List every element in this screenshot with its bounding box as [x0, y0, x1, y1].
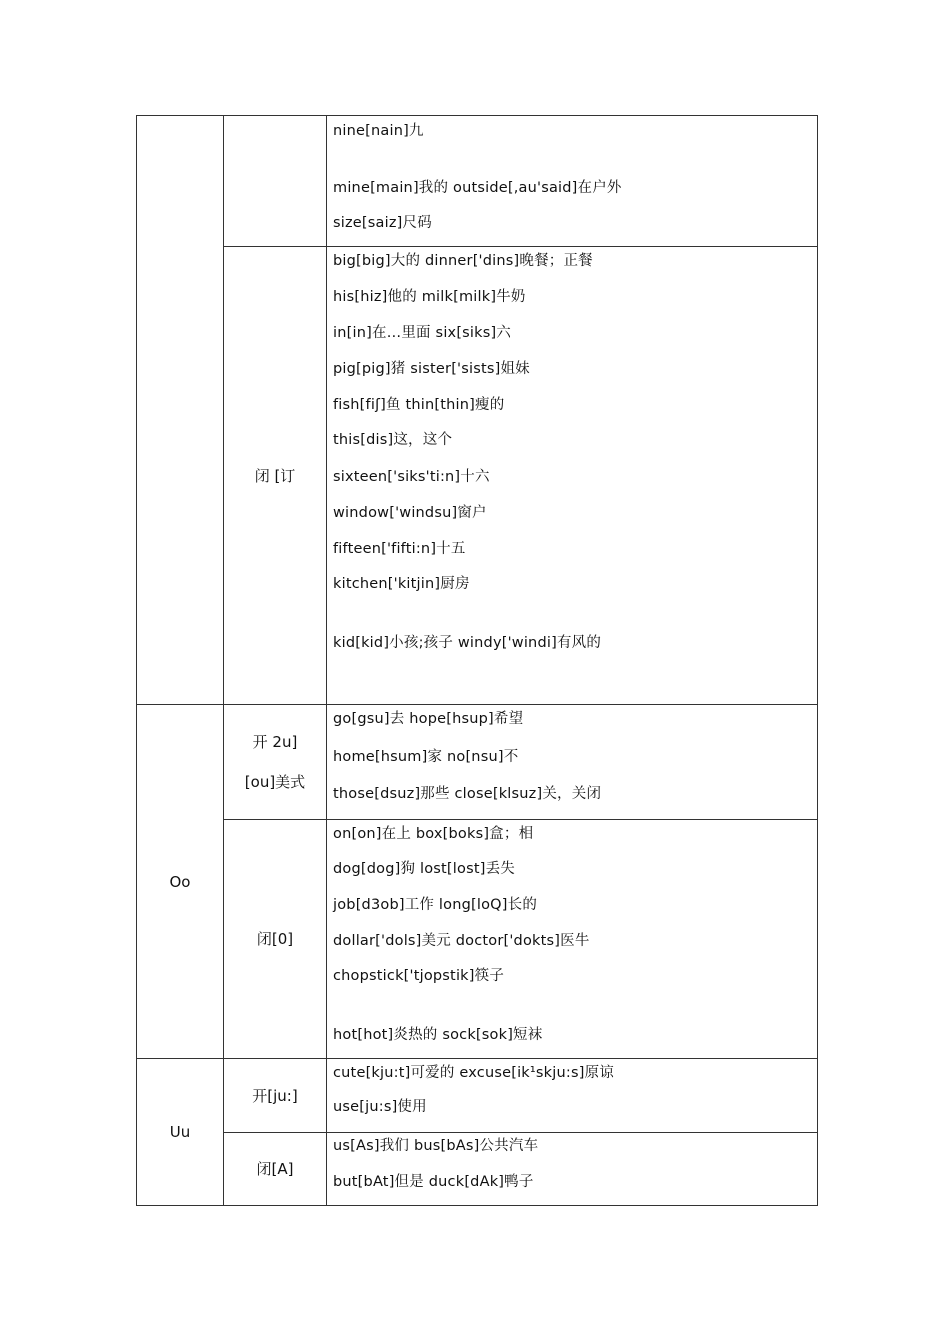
word-line: cute[kju:t]可爱的 excuse[ik¹skju:s]原谅 [333, 1065, 614, 1081]
word-line: chopstick['tjopstik]筷子 [333, 968, 505, 984]
letter-label: Oo [169, 872, 191, 891]
word-list-cell [326, 1132, 818, 1206]
word-line: dollar['dols]美元 doctor['dokts]医牛 [333, 933, 590, 949]
word-line: kitchen['kitjin]厨房 [333, 576, 470, 592]
word-line: home[hsum]家 no[nsu]不 [333, 749, 519, 765]
letter-cell [136, 704, 224, 1059]
word-line: mine[main]我的 outside[,au'said]在户外 [333, 180, 622, 196]
word-line: this[dis]这，这个 [333, 432, 453, 448]
pronunciation-type-cell [223, 115, 327, 247]
pronunciation-type-label: 闭[A] [256, 1160, 294, 1178]
pronunciation-type-label: [ou]美式 [244, 773, 306, 791]
word-line: on[on]在上 box[boks]盒；相 [333, 826, 534, 842]
pronunciation-type-cell [223, 1132, 327, 1206]
pronunciation-type-label: 闭 [订 [254, 466, 296, 485]
word-line: those[dsuz]那些 close[klsuz]关，关闭 [333, 786, 602, 802]
word-line: use[ju:s]使用 [333, 1099, 427, 1115]
word-line: in[in]在…里面 six[siks]六 [333, 325, 512, 341]
word-line: sixteen['siks'ti:n]十六 [333, 469, 490, 485]
pronunciation-type-label: 开 2u] [252, 733, 298, 751]
word-line: but[bAt]但是 duck[dAk]鸭子 [333, 1174, 534, 1190]
word-list-cell [326, 704, 818, 820]
letter-cell [136, 115, 224, 705]
word-line: job[d3ob]工作 long[loQ]长的 [333, 897, 538, 913]
word-line: go[gsu]去 hope[hsup]希望 [333, 711, 524, 727]
word-list-cell [326, 1058, 818, 1133]
word-line: fifteen['fifti:n]十五 [333, 541, 466, 557]
pronunciation-type-cell [223, 246, 327, 705]
word-list-cell [326, 246, 818, 705]
word-line: dog[dog]狗 lost[lost]丢失 [333, 861, 515, 877]
word-line: nine[nain]九 [333, 123, 424, 139]
pronunciation-type-label: 开[ju:] [252, 1086, 298, 1105]
word-list-cell [326, 115, 818, 247]
word-line: kid[kid]小孩;孩子 windy['windi]有风的 [333, 635, 602, 651]
word-list-cell [326, 819, 818, 1059]
pronunciation-type-cell [223, 704, 327, 820]
letter-label: Uu [169, 1123, 191, 1141]
word-line: his[hiz]他的 milk[milk]牛奶 [333, 289, 526, 305]
word-line: us[As]我们 bus[bAs]公共汽车 [333, 1138, 539, 1154]
word-line: big[big]大的 dinner['dins]晚餐；正餐 [333, 253, 593, 269]
pronunciation-type-cell [223, 1058, 327, 1133]
pronunciation-type-label: 闭[0] [256, 930, 294, 948]
letter-cell [136, 1058, 224, 1206]
word-line: window['windsu]窗户 [333, 505, 487, 521]
word-line: fish[fiʃ]鱼 thin[thin]瘦的 [333, 397, 505, 413]
pronunciation-type-cell [223, 819, 327, 1059]
word-line: pig[pig]猪 sister['sists]姐妹 [333, 361, 530, 377]
word-line: size[saiz]尺码 [333, 215, 432, 231]
word-line: hot[hot]炎热的 sock[sok]短袜 [333, 1027, 543, 1043]
